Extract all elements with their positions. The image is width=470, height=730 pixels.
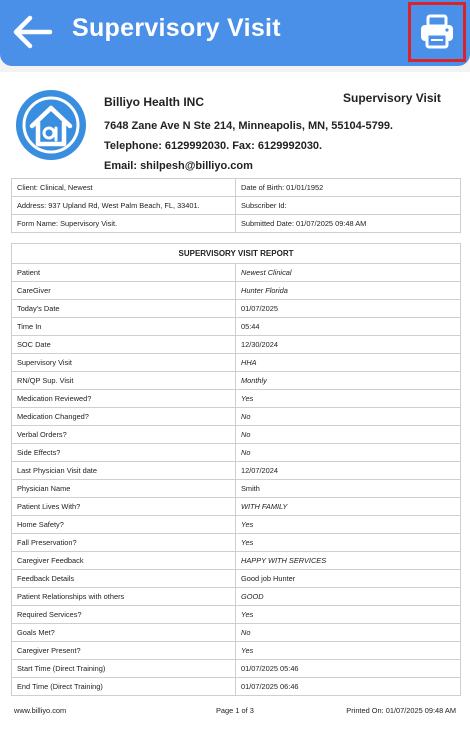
client-dob: Date of Birth: 01/01/1952 [236, 179, 461, 197]
report-field-label: Side Effects? [12, 444, 236, 462]
supervisory-visit-report-table [11, 243, 461, 696]
report-field-label: Medication Changed? [12, 408, 236, 426]
report-field-value: 01/07/2025 06:46 [236, 678, 461, 696]
table-row [12, 372, 461, 390]
table-row [12, 552, 461, 570]
table-row [12, 336, 461, 354]
page-footer [14, 706, 456, 720]
page-title: Supervisory Visit [72, 14, 281, 42]
report-field-label: Caregiver Present? [12, 642, 236, 660]
footer-page-number: Page 1 of 3 [216, 706, 254, 715]
company-name: Billiyo Health INC [104, 95, 205, 109]
client-name: Client: Clinical, Newest [12, 179, 236, 197]
report-field-value: No [236, 408, 461, 426]
table-row [12, 318, 461, 336]
report-field-label: Physician Name [12, 480, 236, 498]
house-logo-icon [14, 88, 88, 162]
table-header-row [12, 244, 461, 264]
table-row [12, 390, 461, 408]
report-field-value: No [236, 624, 461, 642]
table-row [12, 516, 461, 534]
submitted-date: Submitted Date: 01/07/2025 09:48 AM [236, 215, 461, 233]
report-field-value: 01/07/2025 [236, 300, 461, 318]
report-field-label: Caregiver Feedback [12, 552, 236, 570]
client-info-table [11, 178, 461, 233]
table-row [12, 660, 461, 678]
report-field-value: Monthly [236, 372, 461, 390]
report-field-value: Yes [236, 534, 461, 552]
report-field-label: Patient Lives With? [12, 498, 236, 516]
report-field-label: Home Safety? [12, 516, 236, 534]
report-field-label: Today's Date [12, 300, 236, 318]
report-field-value: No [236, 426, 461, 444]
client-address: Address: 937 Upland Rd, West Palm Beach, FL, 33401. [12, 197, 236, 215]
report-field-value: WITH FAMILY [236, 498, 461, 516]
report-field-label: CareGiver [12, 282, 236, 300]
report-field-label: Goals Met? [12, 624, 236, 642]
back-button[interactable] [10, 12, 54, 52]
report-field-value: Smith [236, 480, 461, 498]
table-row [12, 264, 461, 282]
table-row [12, 498, 461, 516]
print-button[interactable] [408, 2, 466, 62]
report-field-label: Patient [12, 264, 236, 282]
company-email: Email: shilpesh@billiyo.com [104, 160, 253, 172]
table-row [12, 462, 461, 480]
report-field-label: Time In [12, 318, 236, 336]
report-field-value: Good job Hunter [236, 570, 461, 588]
table-row [12, 642, 461, 660]
report-field-value: Hunter Florida [236, 282, 461, 300]
report-field-value: Yes [236, 390, 461, 408]
report-field-value: Yes [236, 642, 461, 660]
report-document [0, 72, 470, 730]
report-field-label: Patient Relationships with others [12, 588, 236, 606]
document-type: Supervisory Visit [343, 91, 441, 105]
table-row [12, 534, 461, 552]
report-field-value: Yes [236, 606, 461, 624]
report-field-value: GOOD [236, 588, 461, 606]
company-phone-fax: Telephone: 6129992030. Fax: 6129992030. [104, 140, 323, 152]
report-field-label: SOC Date [12, 336, 236, 354]
arrow-left-icon [10, 12, 54, 52]
report-field-label: Last Physician Visit date [12, 462, 236, 480]
report-field-value: HAPPY WITH SERVICES [236, 552, 461, 570]
report-field-value: 01/07/2025 05:46 [236, 660, 461, 678]
report-field-label: End Time (Direct Training) [12, 678, 236, 696]
report-field-label: RN/QP Sup. Visit [12, 372, 236, 390]
table-row [12, 678, 461, 696]
form-name: Form Name: Supervisory Visit. [12, 215, 236, 233]
report-field-value: 12/07/2024 [236, 462, 461, 480]
subscriber-id: Subscriber Id: [236, 197, 461, 215]
report-field-value: No [236, 444, 461, 462]
table-row [12, 408, 461, 426]
report-field-value: Yes [236, 516, 461, 534]
report-field-label: Feedback Details [12, 570, 236, 588]
report-field-value: 05:44 [236, 318, 461, 336]
report-field-label: Fall Preservation? [12, 534, 236, 552]
report-field-label: Medication Reviewed? [12, 390, 236, 408]
report-field-value: 12/30/2024 [236, 336, 461, 354]
table-row [12, 624, 461, 642]
table-row [12, 444, 461, 462]
app-bar [0, 0, 470, 66]
report-field-label: Supervisory Visit [12, 354, 236, 372]
table-row [12, 570, 461, 588]
report-field-value: HHA [236, 354, 461, 372]
company-address: 7648 Zane Ave N Ste 214, Minneapolis, MN, 55104-5799. [104, 120, 393, 132]
footer-printed-on: Printed On: 01/07/2025 09:48 AM [346, 706, 456, 715]
footer-website: www.billiyo.com [14, 706, 67, 715]
table-row [12, 282, 461, 300]
report-field-label: Required Services? [12, 606, 236, 624]
table-row [12, 215, 461, 233]
table-row [12, 197, 461, 215]
report-title: SUPERVISORY VISIT REPORT [12, 244, 461, 264]
table-row [12, 354, 461, 372]
table-row [12, 480, 461, 498]
table-row [12, 606, 461, 624]
report-field-value: Newest Clinical [236, 264, 461, 282]
table-row [12, 300, 461, 318]
table-row [12, 179, 461, 197]
table-row [12, 588, 461, 606]
report-field-label: Start Time (Direct Training) [12, 660, 236, 678]
printer-icon [417, 12, 457, 52]
report-field-label: Verbal Orders? [12, 426, 236, 444]
table-row [12, 426, 461, 444]
